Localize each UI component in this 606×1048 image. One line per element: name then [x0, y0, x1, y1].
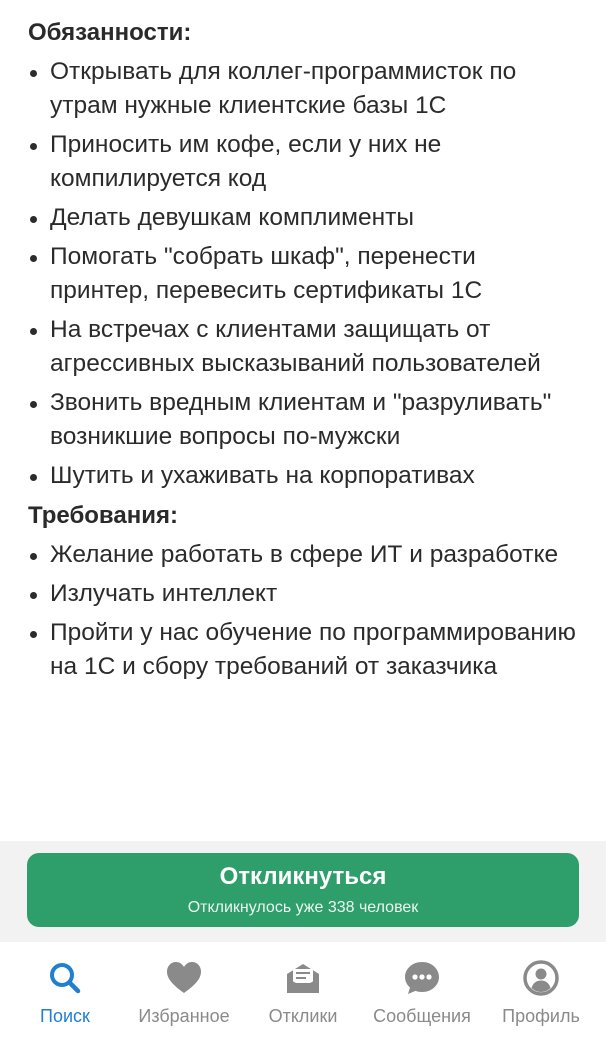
tab-label: Отклики: [268, 1006, 338, 1026]
list-item: Шутить и ухаживать на корпоративах: [28, 459, 578, 493]
list-item: Делать девушкам комплименты: [28, 201, 578, 235]
bottom-tab-bar: [0, 942, 606, 1048]
responses-icon: [283, 958, 323, 998]
profile-icon: [521, 958, 561, 998]
list-item: Пройти у нас обучение по программированию на 1С и сбору требований от заказчика: [28, 616, 578, 684]
tab-messages[interactable]: [367, 942, 477, 1048]
list-item: Приносить им кофе, если у них не компилируется код: [28, 128, 578, 196]
respond-panel: [0, 841, 606, 942]
heart-icon: [164, 958, 204, 998]
tab-favorites[interactable]: [129, 942, 239, 1048]
responses-count: Откликнулось уже 338 человек: [187, 899, 419, 916]
tab-profile[interactable]: [486, 942, 596, 1048]
respond-button[interactable]: [27, 853, 579, 927]
tab-label: Поиск: [40, 1006, 90, 1026]
tab-label: Профиль: [502, 1006, 580, 1026]
chat-bubble-icon: [402, 958, 442, 998]
tab-responses[interactable]: [248, 942, 358, 1048]
respond-button-label: Откликнуться: [219, 863, 387, 890]
duties-list: [28, 55, 578, 493]
requirements-title: Требования:: [28, 502, 178, 529]
duties-title: Обязанности:: [28, 19, 192, 46]
tab-label: Избранное: [138, 1006, 230, 1026]
tab-search[interactable]: [10, 942, 120, 1048]
list-item: Желание работать в сфере ИТ и разработке: [28, 538, 578, 572]
tab-label: Сообщения: [373, 1006, 471, 1026]
list-item: На встречах с клиентами защищать от агрессивных высказываний пользователей: [28, 313, 578, 381]
list-item: Звонить вредным клиентам и "разруливать" возникшие вопросы по-мужски: [28, 386, 578, 454]
list-item: Излучать интеллект: [28, 577, 578, 611]
list-item: Помогать "собрать шкаф", перенести принтер, перевесить сертификаты 1С: [28, 240, 578, 308]
search-icon: [45, 958, 85, 998]
requirements-list: [28, 538, 578, 684]
list-item: Открывать для коллег-программисток по утрам нужные клиентские базы 1С: [28, 55, 578, 123]
